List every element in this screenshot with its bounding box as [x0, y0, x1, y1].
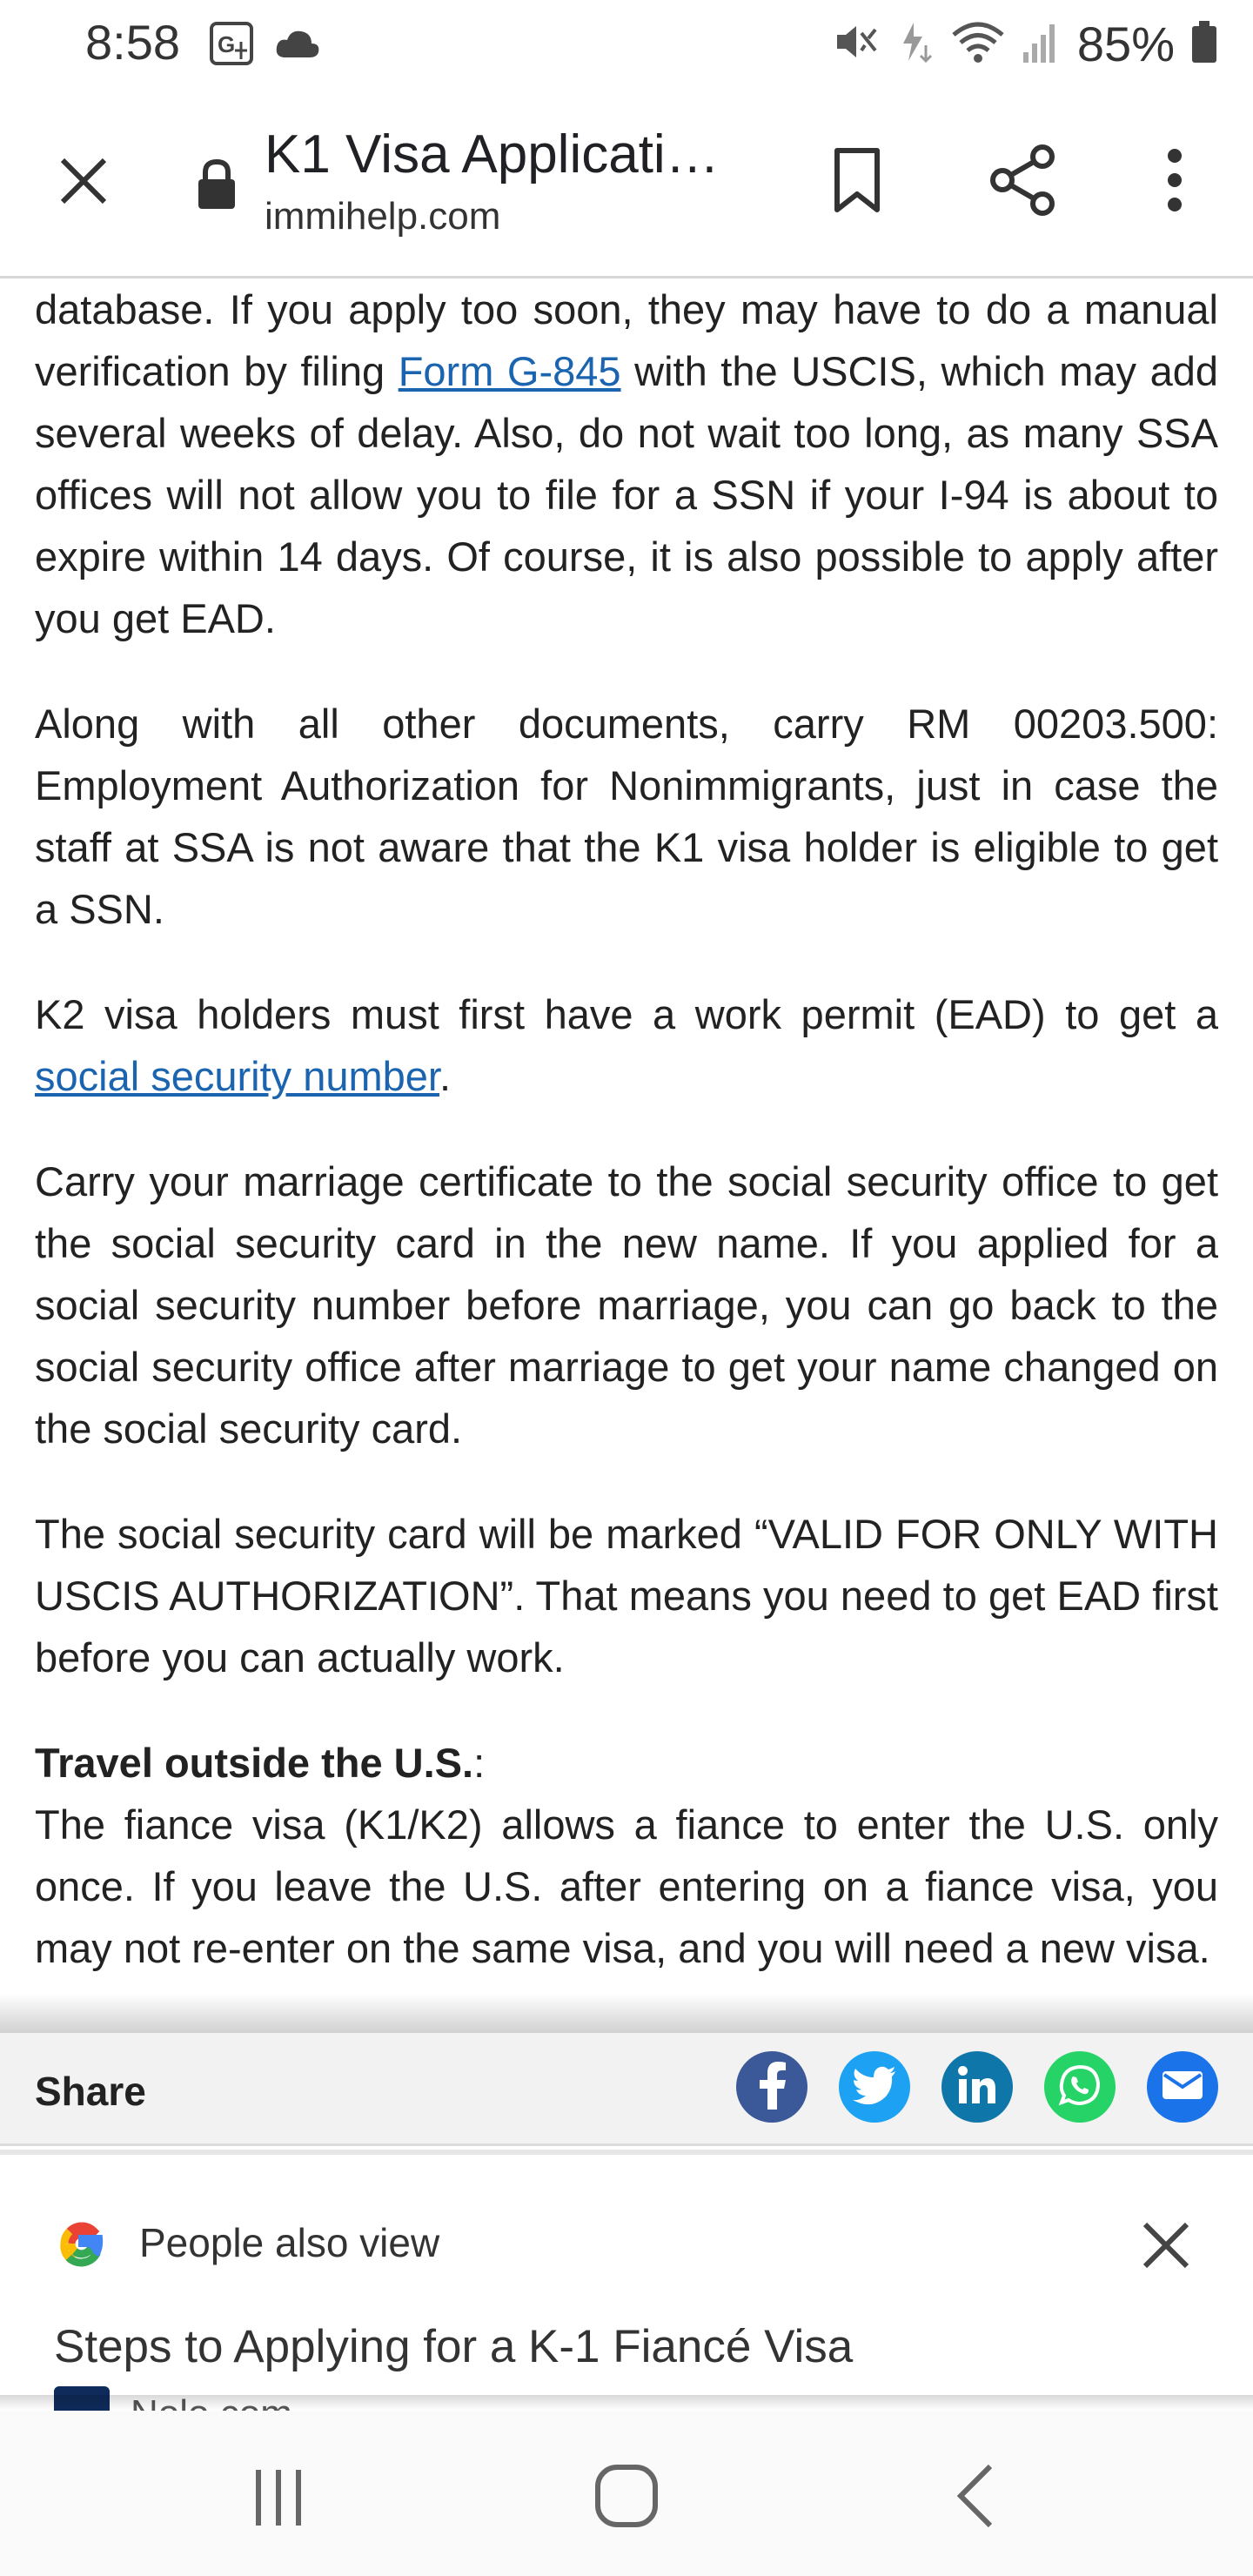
paragraph-g845-text-1: database. If you apply too soon, they may have to do a manual verification by filing: [35, 286, 1218, 394]
google-logo-icon: [54, 2216, 110, 2271]
suggested-article-link[interactable]: Steps to Applying for a K-1 Fiancé Visa: [54, 2321, 854, 2372]
facebook-icon: [754, 2061, 789, 2114]
whatsapp-share-button[interactable]: [1044, 2051, 1116, 2123]
share-icon: [988, 144, 1056, 220]
article-content: [35, 278, 1218, 2033]
people-also-view-title: People also view: [139, 2220, 440, 2265]
travel-heading: [35, 1732, 1218, 1794]
svg-text:G: G: [218, 31, 236, 57]
close-tab-button[interactable]: [49, 148, 118, 218]
email-share-button[interactable]: [1147, 2051, 1218, 2123]
paragraph-g845-text-2: with the USCIS, which may add several weeks of delay. Also, do not wait too long, as many SSA offices will not allow you to file for a SSN if your I-94 is about to expire within 14 days. Of course, it is also possible to apply after you get EAD.: [35, 348, 1218, 641]
cloud-icon: [273, 26, 322, 65]
travel-heading-text: Travel outside the U.S.: [35, 1740, 474, 1786]
more-options-button[interactable]: [1149, 143, 1201, 221]
status-left-icons: [209, 21, 322, 70]
form-g845-link[interactable]: Form G-845: [398, 348, 621, 394]
page-title[interactable]: K1 Visa Applicati…: [265, 124, 720, 184]
share-icons: [736, 2051, 1218, 2123]
paragraph-marriage-certificate: Carry your marriage certificate to the social security office to get the social security card in the new name. If you applied for a social security number before marriage, you can go back to the social security office after marriage to get your name changed on the social security card.: [35, 1158, 1218, 1452]
data-icon: [896, 19, 935, 69]
travel-heading-suffix: :: [473, 1740, 486, 1786]
translate-icon: [209, 21, 254, 70]
bookmark-icon: [832, 147, 882, 218]
share-button[interactable]: [983, 143, 1062, 221]
linkedin-icon: [957, 2065, 997, 2110]
wifi-icon: [950, 19, 1006, 69]
mute-icon: [832, 19, 881, 69]
recent-apps-button[interactable]: [244, 2465, 313, 2534]
page-domain[interactable]: immihelp.com: [265, 195, 501, 238]
share-bar-shadow: [0, 1993, 1253, 2033]
signal-icon: [1022, 19, 1062, 69]
whatsapp-icon: [1058, 2063, 1102, 2111]
facebook-share-button[interactable]: [736, 2051, 807, 2123]
share-bar: [0, 2033, 1253, 2146]
bookmark-button[interactable]: [827, 143, 888, 221]
paragraph-g845: [35, 278, 1218, 649]
back-button[interactable]: [940, 2463, 1009, 2532]
close-icon: [57, 155, 110, 211]
status-bar: [0, 0, 1253, 87]
people-also-view-panel: [0, 2150, 1253, 2411]
more-vert-icon: [1166, 147, 1183, 218]
close-people-also-view-button[interactable]: [1131, 2212, 1201, 2282]
share-label: Share: [35, 2069, 146, 2114]
email-icon: [1161, 2068, 1204, 2107]
back-icon: [952, 2463, 997, 2533]
linkedin-share-button[interactable]: [941, 2051, 1013, 2123]
browser-toolbar: [0, 87, 1253, 278]
paragraph-k2-text-2: .: [439, 1053, 452, 1099]
social-security-number-link[interactable]: social security number: [35, 1053, 439, 1099]
twitter-icon: [853, 2067, 896, 2108]
system-navigation-bar: [0, 2411, 1253, 2576]
twitter-share-button[interactable]: [839, 2051, 910, 2123]
paragraph-rm-00203: Along with all other documents, carry RM 00203.500: Employment Authorization for Nonimmigrants, just in case the staff at SSA is not aware that the K1 visa holder is eligible to get a SSN.: [35, 701, 1218, 932]
nav-bar-shadow: [0, 2395, 1253, 2411]
paragraph-fiance-visa: The fiance visa (K1/K2) allows a fiance to enter the U.S. only once. If you leave the U.S. after entering on a fiance visa, you may not re-enter on the same visa, and you will need a new visa.: [35, 1801, 1218, 1971]
paragraph-k2-text-1: K2 visa holders must first have a work permit (EAD) to get a: [35, 991, 1218, 1037]
close-icon: [1142, 2221, 1190, 2274]
lock-icon: [193, 157, 240, 212]
recent-apps-icon: [251, 2466, 306, 2533]
status-time: 8:58: [85, 15, 180, 70]
home-icon: [593, 2463, 660, 2533]
paragraph-valid-only: The social security card will be marked “VALID FOR ONLY WITH USCIS AUTHORIZATION”. That means you need to get EAD first before you can actually work.: [35, 1511, 1218, 1680]
battery-percentage: 85%: [1076, 17, 1175, 71]
status-right-icons: [832, 16, 1218, 72]
home-button[interactable]: [592, 2463, 661, 2532]
battery-icon: [1190, 19, 1218, 69]
paragraph-k2-ead: [35, 983, 1218, 1107]
